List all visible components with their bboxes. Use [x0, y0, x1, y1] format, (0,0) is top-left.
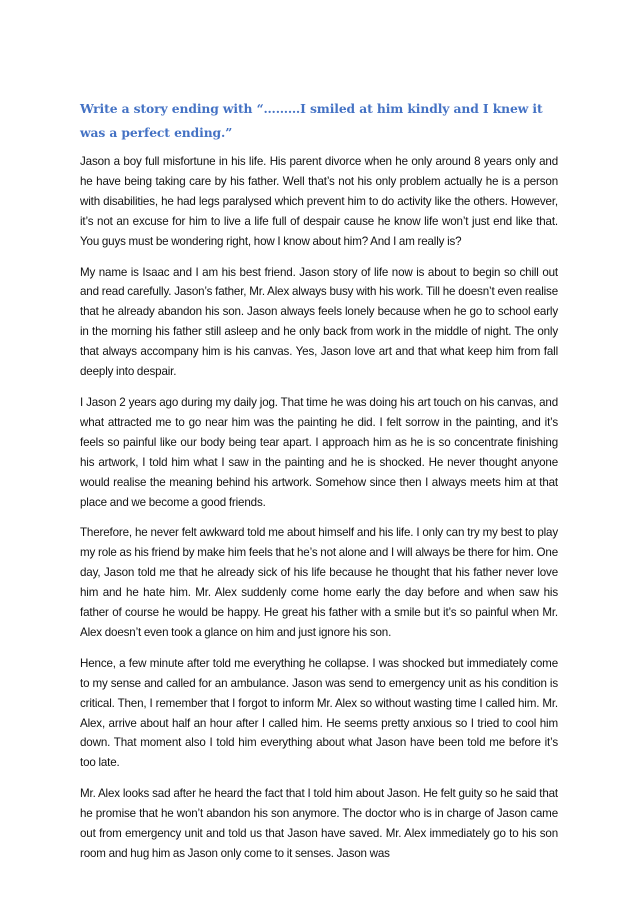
paragraph-5: Hence, a few minute after told me everything he collapse. I was shocked but immediately come to my sense and called for an ambulance. Jason was send to emergency unit as his condition is critical. Then, I remember that I forgot to inform Mr. Alex so without wasting time I called him. Mr. Alex, arrive about half an hour after I called him. He seems pretty anxious so I tried to cool him down. That moment also I told him everything about what Jason have been told me before it’s too late.: [80, 656, 558, 770]
paragraph-3: I Jason 2 years ago during my daily jog. That time he was doing his art touch on his canvas, and what attracted me to go near him was the painting he did. I felt sorrow in the painting, and it’s feels so painful like our body being tear apart. I approach him as he is so concentrate finishing his artwork, I told him what I saw in the painting and he is shocked. He never thought anyone would realise the meaning behind his artwork. Somehow since then I always meets him at that place and we become a good friends.: [80, 395, 558, 509]
paragraph-4: Therefore, he never felt awkward told me about himself and his life. I only can try my best to play my role as his friend by make him feels that he’s not alone and I will always be there for him. One day, Jason told me that he already sick of his life because he thought that his father never love him and he hate him. Mr. Alex suddenly come home early the day before and when saw his father of course he would be happy. He great his father with a smile but it’s so painful when Mr. Alex doesn’t even took a glance on him and just ignore his son.: [80, 526, 558, 639]
document-page: [80, 97, 558, 875]
paragraph-6: Mr. Alex looks sad after he heard the fact that I told him about Jason. He felt guity so he said that he promise that he won’t abandon his son anymore. The doctor who is in charge of Jason came out from emergency unit and told us that Jason have saved. Mr. Alex immediately go to his son room and hug him as Jason only come to it senses. Jason was: [80, 787, 558, 860]
paragraph-1: Jason a boy full misfortune in his life. His parent divorce when he only around 8 years only and he have being taking care by his father. Well that’s not his only problem actually he is a person with disabilities, he had legs paralysed which prevent him to do activity like the others. However, it’s not an excuse for him to live a life full of despair cause he know life won’t just end like that. You guys must be wondering right, how I know about him? And I am really is?: [80, 155, 558, 248]
paragraph-2: My name is Isaac and I am his best friend. Jason story of life now is about to begin so chill out and read carefully. Jason’s father, Mr. Alex always busy with his work. Till he doesn’t even realise that he already abandon his son. Jason always feels lonely because when he go to school early in the morning his father still asleep and he only back from work in the middle of night. The only that always accompany him is his canvas. Yes, Jason love art and that what keep him from fall deeply into despair.: [80, 265, 558, 379]
document-title: Write a story ending with “………I smiled at him kindly and I knew it was a perfect ending.”: [80, 101, 543, 140]
